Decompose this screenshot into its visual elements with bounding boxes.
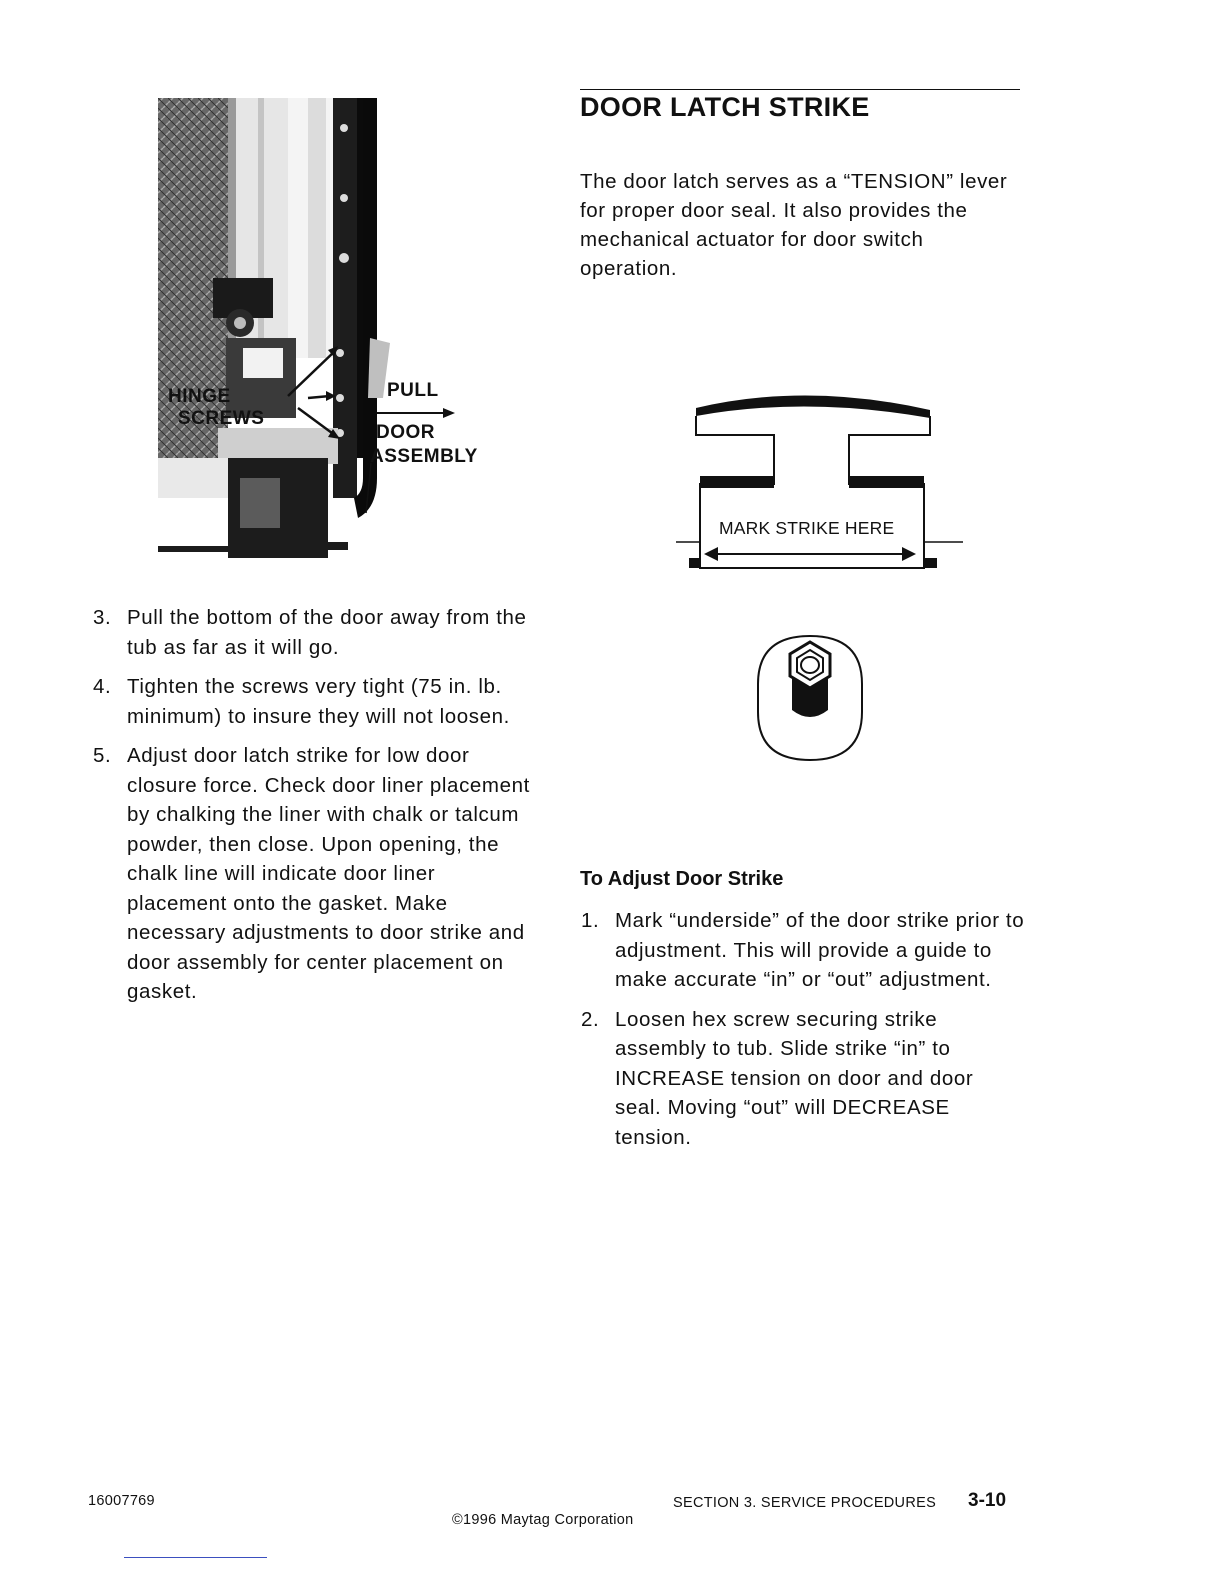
step-number: 1. (581, 909, 600, 932)
step-text: Tighten the screws very tight (75 in. lb. minimum) to insure they will not loosen. (127, 675, 510, 728)
door-hinge-photo (158, 98, 498, 564)
step-number: 4. (93, 675, 112, 698)
step-text: Loosen hex screw securing strike assembly to tub. Slide strike “in” to INCREASE tension on door and door seal. Moving “out” will DECREASE tension. (615, 1007, 974, 1149)
procedure-steps-continued (93, 603, 532, 1017)
adjust-strike-heading: To Adjust Door Strike (580, 868, 784, 890)
adjust-strike-steps (581, 906, 1025, 1162)
page-number: 3-10 (968, 1490, 1007, 1511)
list-item (581, 1005, 1025, 1153)
strike-diagram (676, 382, 966, 577)
step-text: Adjust door latch strike for low door closure force. Check door liner placement by chalking the liner with chalk or talcum powder, then close. Upon opening, the chalk line will indicate door liner placement onto the gasket. Make necessary adjustments to door strike and door assembly for center placement on gasket. (127, 744, 530, 1003)
list-item (93, 672, 532, 731)
step-number: 5. (93, 744, 112, 767)
list-item (93, 603, 532, 662)
step-number: 2. (581, 1007, 600, 1031)
document-number: 16007769 (88, 1493, 155, 1509)
hex-screw-drawing (754, 632, 866, 764)
assembly-label: ASSEMBLY (370, 446, 478, 467)
footer-rule (124, 1557, 267, 1558)
step-text: Mark “underside” of the door strike prior to adjustment. This will provide a guide to make accurate “in” or “out” adjustment. (615, 909, 1025, 991)
list-item (93, 741, 532, 1007)
copyright-notice: ©1996 Maytag Corporation (452, 1512, 634, 1528)
door-label: DOOR (376, 422, 435, 443)
intro-paragraph: The door latch serves as a “TENSION” lever for proper door seal. It also provides the mechanical actuator for door switch operation. (580, 170, 1008, 280)
hex-screw-diagram (754, 632, 866, 764)
step-number: 3. (93, 606, 112, 629)
title-rule (580, 89, 1020, 90)
door-hinge-photo-drawing (158, 98, 498, 564)
strike-diagram-drawing (676, 382, 966, 577)
section-label: SECTION 3. SERVICE PROCEDURES (673, 1495, 937, 1511)
hinge-label-line1: HINGE (168, 386, 231, 407)
hinge-label-line2: SCREWS (178, 408, 265, 429)
list-item (581, 906, 1025, 995)
page-title: DOOR LATCH STRIKE (580, 92, 870, 122)
pull-label: PULL (387, 380, 439, 401)
step-text: Pull the bottom of the door away from the tub as far as it will go. (127, 606, 527, 659)
mark-strike-label: MARK STRIKE HERE (719, 518, 895, 538)
